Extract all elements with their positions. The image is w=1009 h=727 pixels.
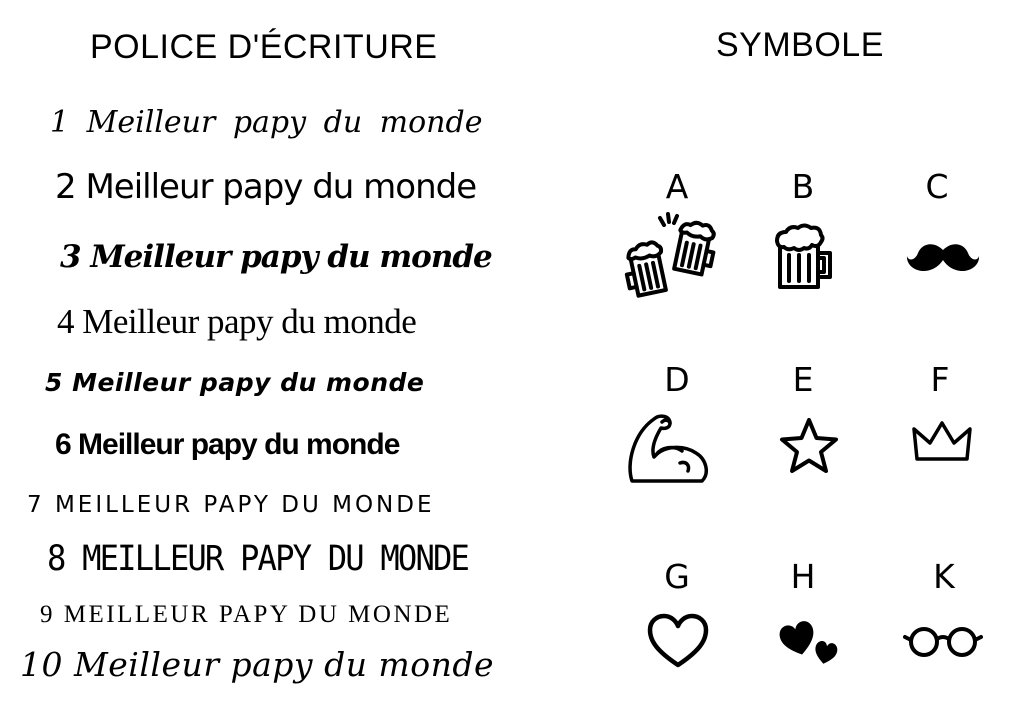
font-option-4: 4 Meilleur papy du monde [57, 302, 417, 341]
font-option-6: 6 Meilleur papy du monde [55, 428, 400, 461]
beer-mug-icon [774, 225, 836, 291]
font-option-5: 5 Meilleur papy du monde [45, 368, 425, 397]
symbol-letter-f: F [930, 360, 950, 399]
font-option-10: 10 Meilleur papy du monde [20, 645, 495, 684]
font-option-2: 2 Meilleur papy du monde [55, 167, 477, 207]
symbol-letter-k: K [933, 557, 955, 596]
symbol-letter-d: D [664, 360, 690, 399]
font-option-1: 1 Meilleur papy du monde [50, 105, 483, 140]
font-option-9: 9 MEILLEUR PAPY DU MONDE [40, 601, 453, 628]
mustache-icon [906, 241, 980, 277]
symbol-letter-h: H [790, 557, 816, 596]
star-icon [777, 416, 841, 476]
fonts-section-title: POLICE D'ÉCRITURE [90, 28, 438, 66]
symbol-letter-a: A [665, 167, 689, 206]
heart-icon [647, 613, 709, 669]
flexed-bicep-icon [624, 411, 716, 485]
symbol-letter-b: B [791, 167, 815, 206]
font-option-7: 7 MEILLEUR PAPY DU MONDE [27, 492, 435, 518]
two-hearts-icon [780, 621, 842, 665]
beer-toast-icon [622, 210, 722, 302]
symbol-letter-c: C [925, 167, 949, 206]
glasses-icon [903, 624, 983, 660]
crown-icon [911, 417, 973, 465]
font-option-8: 8 MEILLEUR PAPY DU MONDE [47, 539, 469, 579]
symbol-letter-g: G [664, 557, 690, 596]
font-option-3: 3 Meilleur papy du monde [60, 239, 492, 275]
symbols-section-title: SYMBOLE [716, 26, 884, 64]
symbol-letter-e: E [792, 360, 814, 399]
